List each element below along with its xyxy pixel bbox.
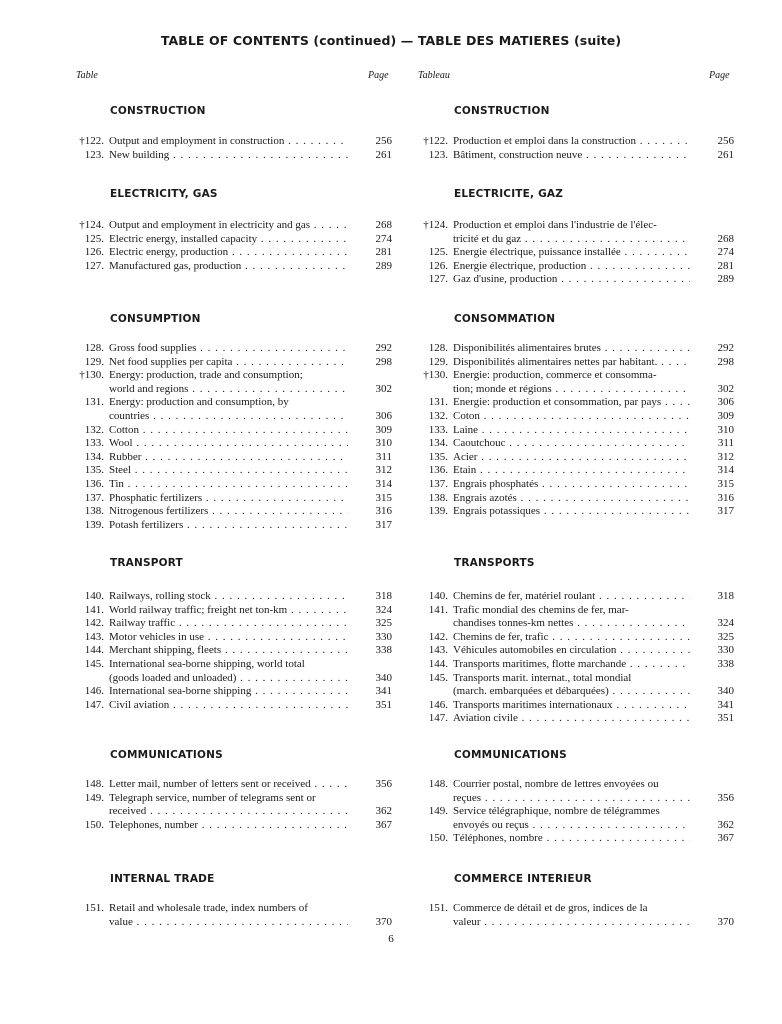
entry-title-line: Telephones, number . . . xyxy=(109,819,348,833)
table-number: 140. xyxy=(84,590,104,602)
toc-entry[interactable] xyxy=(72,631,392,645)
page-reference: 324 xyxy=(717,617,734,630)
entry-title-line: Tin . . . xyxy=(109,478,348,492)
toc-entry[interactable] xyxy=(416,369,734,396)
entry-title-line: Transports maritimes internationaux . . . xyxy=(453,699,690,713)
table-number: 123. xyxy=(84,148,104,161)
table-number: 138. xyxy=(84,505,104,518)
page-reference: 317 xyxy=(375,518,392,531)
table-number: 135. xyxy=(428,450,448,463)
entry-title-line: Energy: production, trade and consumption; xyxy=(109,369,303,382)
entry-title-line: Gaz d'usine, production . . . xyxy=(453,273,690,287)
entry-title-line: Energie électrique, production . . . xyxy=(453,260,690,274)
entry-title-line: Letter mail, number of letters sent or received . . . xyxy=(109,778,348,792)
page-reference: 340 xyxy=(375,671,392,684)
entry-title-line: received . . . xyxy=(109,805,348,819)
toc-entry[interactable] xyxy=(416,604,734,631)
section-title: COMMUNICATIONS xyxy=(454,749,567,761)
entry-title-line: Commerce de détail et de gros, indices de la xyxy=(453,902,648,914)
toc-entry[interactable] xyxy=(72,424,392,438)
page-reference: 309 xyxy=(375,423,392,436)
section-title: TRANSPORTS xyxy=(454,557,535,569)
toc-entry[interactable] xyxy=(416,219,734,246)
page-reference: 256 xyxy=(375,135,392,147)
entry-title-line: Output and employment in construction . . . xyxy=(109,135,348,149)
toc-entry[interactable] xyxy=(72,246,392,260)
toc-entry[interactable] xyxy=(416,451,734,465)
entry-title-line: (goods loaded and unloaded) . . . xyxy=(109,672,348,686)
toc-entry[interactable] xyxy=(72,590,392,604)
table-number: 139. xyxy=(428,505,448,518)
page-reference: 338 xyxy=(375,644,392,657)
table-number: 137. xyxy=(84,491,104,504)
page-reference: 341 xyxy=(375,685,392,698)
page-reference: 324 xyxy=(375,603,392,616)
entry-title-line: Disponibilités alimentaires nettes par habitant. . . . xyxy=(453,356,690,370)
entry-title-line: International sea-borne shipping . . . xyxy=(109,685,348,699)
toc-entry[interactable] xyxy=(72,464,392,478)
toc-entry[interactable] xyxy=(416,396,734,410)
page-reference: 302 xyxy=(717,382,734,395)
toc-entry[interactable] xyxy=(416,805,734,832)
table-number: 149. xyxy=(84,791,104,804)
toc-entry[interactable] xyxy=(416,149,734,163)
page-reference: 310 xyxy=(375,437,392,450)
entry-title-line: Service télégraphique, nombre de télégrammes xyxy=(453,805,660,818)
page-reference: 312 xyxy=(375,464,392,477)
toc-entry[interactable] xyxy=(416,464,734,478)
page-reference: 268 xyxy=(375,219,392,231)
page-reference: 281 xyxy=(717,259,734,272)
entry-title-line: World railway traffic; freight net ton-km . . . xyxy=(109,604,348,618)
entry-title-line: Trafic mondial des chemins de fer, mar- xyxy=(453,603,629,616)
entry-title-line: New building . . . xyxy=(109,149,348,163)
page-reference: 309 xyxy=(717,410,734,422)
toc-entry[interactable] xyxy=(416,246,734,260)
page-reference: 356 xyxy=(717,791,734,804)
table-number: 128. xyxy=(428,342,448,354)
entry-title-line: Chemins de fer, trafic . . . xyxy=(453,631,690,645)
entry-title-line: Disponibilités alimentaires brutes . . . xyxy=(453,342,690,356)
page-reference: 292 xyxy=(375,342,392,354)
page-reference: 367 xyxy=(375,818,392,831)
entry-title-line: Laine . . . xyxy=(453,424,690,438)
toc-entry[interactable] xyxy=(72,658,392,685)
page-reference: 362 xyxy=(375,805,392,818)
toc-entry[interactable] xyxy=(416,590,734,604)
entry-title-line: Energy: production and consumption, by xyxy=(109,396,289,409)
toc-entry[interactable] xyxy=(72,219,392,233)
entry-title-line: tion; monde et régions . . . xyxy=(453,383,690,397)
table-number: 140. xyxy=(428,590,448,602)
table-number: 126. xyxy=(428,259,448,272)
toc-entry[interactable] xyxy=(72,604,392,618)
table-number: 129. xyxy=(84,355,104,368)
entry-title-line: Aviation civile . . . xyxy=(453,712,690,726)
table-number: 143. xyxy=(428,644,448,657)
section-title: CONSTRUCTION xyxy=(110,105,206,117)
toc-entry[interactable] xyxy=(416,658,734,672)
table-number: 134. xyxy=(428,437,448,450)
entry-title-line: Coton . . . xyxy=(453,410,690,424)
table-number: 134. xyxy=(84,450,104,463)
entry-title-line: Engrais phosphatés . . . xyxy=(453,478,690,492)
toc-entry[interactable] xyxy=(72,644,392,658)
table-number: †124. xyxy=(423,219,448,231)
table-number: 149. xyxy=(428,805,448,818)
section-title: CONSUMPTION xyxy=(110,313,201,325)
toc-entry[interactable] xyxy=(416,342,734,356)
page-reference: 312 xyxy=(717,450,734,463)
section-title: ELECTRICITE, GAZ xyxy=(454,188,564,200)
entry-title-line: Electric energy, production . . . xyxy=(109,246,348,260)
entry-title-line: countries . . . xyxy=(109,410,348,424)
table-number: 133. xyxy=(84,437,104,450)
page-reference: 302 xyxy=(375,382,392,395)
table-number: 139. xyxy=(84,518,104,531)
section-title: INTERNAL TRADE xyxy=(110,873,215,885)
table-number: 135. xyxy=(84,464,104,477)
table-number: 144. xyxy=(84,644,104,657)
entry-title-line: Chemins de fer, matériel roulant . . . xyxy=(453,590,690,604)
entry-title-line: Transports marit. internat., total mondial xyxy=(453,671,632,684)
page-reference: 330 xyxy=(717,644,734,657)
page-reference: 298 xyxy=(375,355,392,368)
page-reference: 292 xyxy=(717,342,734,354)
entry-title-line: Retail and wholesale trade, index numbers of xyxy=(109,902,308,914)
page-reference: 261 xyxy=(375,148,392,161)
toc-entry[interactable] xyxy=(416,712,734,726)
page-reference: 268 xyxy=(717,232,734,245)
entry-title-line: Etain . . . xyxy=(453,464,690,478)
table-number: 125. xyxy=(428,246,448,259)
entry-title-line: Manufactured gas, production . . . xyxy=(109,260,348,274)
entry-title-line: Civil aviation . . . xyxy=(109,699,348,713)
table-number: 127. xyxy=(428,273,448,286)
left-page-header: Page xyxy=(368,70,389,81)
page-reference: 316 xyxy=(375,505,392,518)
table-number: 128. xyxy=(84,342,104,354)
page-reference: 325 xyxy=(717,630,734,643)
page-reference: 370 xyxy=(717,915,734,928)
table-number: 151. xyxy=(428,902,448,914)
toc-entry[interactable] xyxy=(72,451,392,465)
table-number: 127. xyxy=(84,259,104,272)
toc-entry[interactable] xyxy=(72,149,392,163)
entry-title-line: Railways, rolling stock . . . xyxy=(109,590,348,604)
entry-title-line: Net food supplies per capita . . . xyxy=(109,356,348,370)
page-title: TABLE OF CONTENTS (continued) — TABLE DES MATIERES (suite) xyxy=(160,33,622,48)
page-reference: 314 xyxy=(375,478,392,490)
page-reference: 261 xyxy=(717,148,734,161)
toc-entry[interactable] xyxy=(72,519,392,533)
page-reference: 311 xyxy=(375,450,392,463)
entry-title-line: Railway traffic . . . xyxy=(109,617,348,631)
toc-entry[interactable] xyxy=(416,437,734,451)
page-reference: 289 xyxy=(375,259,392,272)
toc-entry[interactable] xyxy=(416,672,734,699)
page-reference: 274 xyxy=(375,232,392,245)
table-number: †122. xyxy=(423,135,448,147)
page-reference: 330 xyxy=(375,630,392,643)
toc-entry[interactable] xyxy=(416,424,734,438)
page-reference: 315 xyxy=(375,491,392,504)
section-title: ELECTRICITY, GAS xyxy=(110,188,218,200)
toc-entry[interactable] xyxy=(72,437,392,451)
toc-entry[interactable] xyxy=(416,832,734,846)
toc-entry[interactable] xyxy=(416,778,734,805)
section-title: CONSTRUCTION xyxy=(454,105,550,117)
entry-title-line: Energie: production et consommation, par pays . . . xyxy=(453,396,690,410)
table-number: 145. xyxy=(84,658,104,670)
table-number: 143. xyxy=(84,630,104,643)
entry-title-line: Motor vehicles in use . . . xyxy=(109,631,348,645)
table-number: 150. xyxy=(428,832,448,845)
toc-entry[interactable] xyxy=(416,902,734,929)
section-title: TRANSPORT xyxy=(110,557,183,569)
entry-title-line: Gross food supplies . . . xyxy=(109,342,348,356)
table-number: 137. xyxy=(428,478,448,490)
table-number: 146. xyxy=(84,685,104,698)
toc-entry[interactable] xyxy=(72,778,392,792)
entry-title-line: Telegraph service, number of telegrams sent or xyxy=(109,791,316,804)
page-reference: 281 xyxy=(375,246,392,259)
entry-title-line: Engrais azotés . . . xyxy=(453,492,690,506)
table-number: 142. xyxy=(428,630,448,643)
toc-entry[interactable] xyxy=(72,233,392,247)
entry-title-line: Phosphatic fertilizers . . . xyxy=(109,492,348,506)
entry-title-line: International sea-borne shipping, world total xyxy=(109,658,305,670)
toc-entry[interactable] xyxy=(416,505,734,519)
left-table-header: Table xyxy=(76,70,98,81)
entry-title-line: envoyés ou reçus . . . xyxy=(453,819,690,833)
table-number: 141. xyxy=(84,603,104,616)
page-reference: 311 xyxy=(717,437,734,450)
page-reference: 306 xyxy=(717,396,734,409)
toc-entry[interactable] xyxy=(416,356,734,370)
page-reference: 289 xyxy=(717,273,734,286)
right-table-header: Tableau xyxy=(418,70,450,81)
entry-title-line: Véhicules automobiles en circulation . . . xyxy=(453,644,690,658)
section-title: CONSOMMATION xyxy=(454,313,556,325)
toc-entry[interactable] xyxy=(72,819,392,833)
page-reference: 340 xyxy=(717,685,734,698)
table-number: †130. xyxy=(79,369,104,382)
page-reference: 314 xyxy=(717,464,734,477)
toc-entry[interactable] xyxy=(416,699,734,713)
toc-entry[interactable] xyxy=(72,135,392,149)
table-number: †124. xyxy=(79,219,104,231)
toc-entry[interactable] xyxy=(72,369,392,396)
page-reference: 298 xyxy=(717,355,734,368)
table-number: 132. xyxy=(428,410,448,422)
page-reference: 310 xyxy=(717,423,734,436)
page-reference: 341 xyxy=(717,698,734,711)
entry-title-line: Transports maritimes, flotte marchande . . . xyxy=(453,658,690,672)
page-reference: 256 xyxy=(717,135,734,147)
toc-entry[interactable] xyxy=(72,699,392,713)
page-reference: 351 xyxy=(375,698,392,711)
page-reference: 317 xyxy=(717,505,734,518)
table-number: 133. xyxy=(428,423,448,436)
right-page-header: Page xyxy=(709,70,730,81)
table-number: 148. xyxy=(428,778,448,790)
table-number: 146. xyxy=(428,698,448,711)
entry-title-line: Potash fertilizers . . . xyxy=(109,519,348,533)
page-reference: 356 xyxy=(375,778,392,790)
toc-entry[interactable] xyxy=(72,396,392,423)
table-number: 131. xyxy=(84,396,104,409)
toc-entry[interactable] xyxy=(72,617,392,631)
toc-entry[interactable] xyxy=(416,478,734,492)
entry-title-line: chandises tonnes-km nettes . . . xyxy=(453,617,690,631)
entry-title-line: Rubber . . . xyxy=(109,451,348,465)
table-number: 144. xyxy=(428,658,448,670)
table-number: 141. xyxy=(428,603,448,616)
entry-title-line: Energie: production, commerce et consomma- xyxy=(453,369,657,382)
entry-title-line: (march. embarquées et débarquées) . . . xyxy=(453,685,690,699)
section-title: COMMERCE INTERIEUR xyxy=(454,873,592,885)
page-reference: 318 xyxy=(717,590,734,602)
page-reference: 338 xyxy=(717,658,734,670)
toc-entry[interactable] xyxy=(416,492,734,506)
entry-title-line: Production et emploi dans la construction . . . xyxy=(453,135,690,149)
page-reference: 316 xyxy=(717,491,734,504)
entry-title-line: valeur . . . xyxy=(453,916,690,930)
entry-title-line: Courrier postal, nombre de lettres envoyées ou xyxy=(453,778,659,790)
entry-title-line: Nitrogenous fertilizers . . . xyxy=(109,505,348,519)
page-reference: 315 xyxy=(717,478,734,490)
entry-title-line: Electric energy, installed capacity . . . xyxy=(109,233,348,247)
entry-title-line: Steel . . . xyxy=(109,464,348,478)
page-reference: 306 xyxy=(375,409,392,422)
entry-title-line: Caoutchouc . . . xyxy=(453,437,690,451)
toc-entry[interactable] xyxy=(416,410,734,424)
page-number: 6 xyxy=(388,933,394,945)
table-number: 123. xyxy=(428,148,448,161)
table-number: 145. xyxy=(428,671,448,684)
entry-title-line: Engrais potassiques . . . xyxy=(453,505,690,519)
toc-entry[interactable] xyxy=(72,260,392,274)
page-reference: 318 xyxy=(375,590,392,602)
table-number: 138. xyxy=(428,491,448,504)
toc-entry[interactable] xyxy=(72,902,392,929)
page-reference: 367 xyxy=(717,832,734,845)
entry-title-line: Wool . . . xyxy=(109,437,348,451)
entry-title-line: world and regions . . . xyxy=(109,383,348,397)
entry-title-line: Output and employment in electricity and gas . . . xyxy=(109,219,348,233)
toc-entry[interactable] xyxy=(416,260,734,274)
table-number: 148. xyxy=(84,778,104,790)
section-title: COMMUNICATIONS xyxy=(110,749,223,761)
toc-entry[interactable] xyxy=(72,478,392,492)
table-number: 136. xyxy=(428,464,448,477)
table-number: †130. xyxy=(423,369,448,382)
page-reference: 362 xyxy=(717,818,734,831)
entry-title-line: Cotton . . . xyxy=(109,424,348,438)
entry-title-line: Téléphones, nombre . . . xyxy=(453,832,690,846)
entry-title-line: Bâtiment, construction neuve . . . xyxy=(453,149,690,163)
table-number: 136. xyxy=(84,478,104,490)
toc-entry[interactable] xyxy=(72,342,392,356)
entry-title-line: Energie électrique, puissance installée . . . xyxy=(453,246,690,260)
table-number: 150. xyxy=(84,818,104,831)
page-reference: 325 xyxy=(375,617,392,630)
toc-entry[interactable] xyxy=(72,492,392,506)
table-number: 131. xyxy=(428,396,448,409)
table-number: 147. xyxy=(84,698,104,711)
page-reference: 370 xyxy=(375,915,392,928)
table-number: †122. xyxy=(79,135,104,147)
toc-entry[interactable] xyxy=(72,685,392,699)
entry-title-line: tricité et du gaz . . . xyxy=(453,233,690,247)
table-number: 126. xyxy=(84,246,104,259)
toc-entry[interactable] xyxy=(72,505,392,519)
table-number: 142. xyxy=(84,617,104,630)
page-reference: 351 xyxy=(717,712,734,725)
toc-entry[interactable] xyxy=(416,644,734,658)
table-number: 151. xyxy=(84,902,104,914)
table-number: 147. xyxy=(428,712,448,725)
table-number: 132. xyxy=(84,423,104,436)
toc-entry[interactable] xyxy=(416,135,734,149)
table-number: 129. xyxy=(428,355,448,368)
entry-title-line: Merchant shipping, fleets . . . xyxy=(109,644,348,658)
entry-title-line: Acier . . . xyxy=(453,451,690,465)
table-number: 125. xyxy=(84,232,104,245)
entry-title-line: Production et emploi dans l'industrie de l'élec- xyxy=(453,219,657,231)
toc-entry[interactable] xyxy=(416,631,734,645)
toc-entry[interactable] xyxy=(72,792,392,819)
toc-entry[interactable] xyxy=(72,356,392,370)
toc-entry[interactable] xyxy=(416,273,734,287)
page-reference: 274 xyxy=(717,246,734,259)
entry-title-line: value . . . xyxy=(109,916,348,930)
entry-title-line: reçues . . . xyxy=(453,792,690,806)
